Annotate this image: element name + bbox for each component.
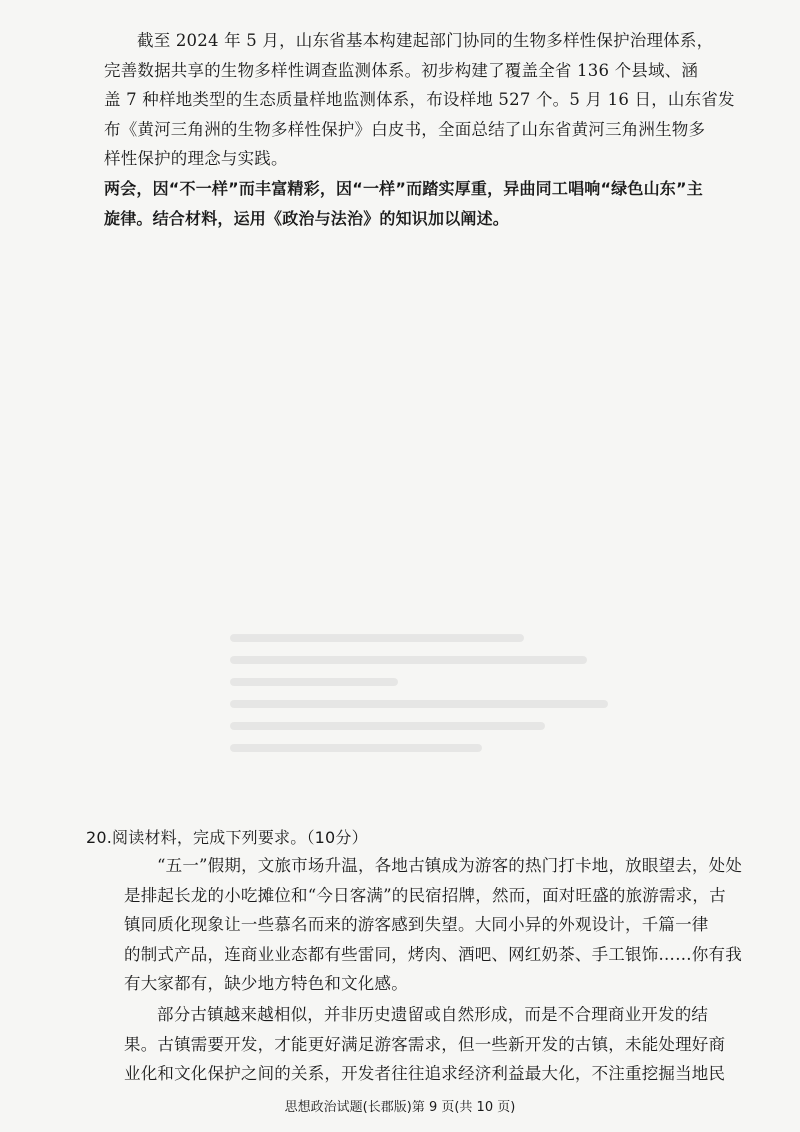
question-20-material-paragraph-1: [124, 851, 743, 999]
answer-area: [230, 620, 650, 810]
text-line: 截至 2024 年 5 月，山东省基本构建起部门协同的生物多样性保护治理体系，: [137, 31, 714, 50]
text-line: 样性保护的理念与实践。: [104, 149, 288, 168]
text-line: 两会，因“不一样”而丰富精彩，因“一样”而踏实厚重，异曲同工唱响“绿色山东”主: [104, 179, 703, 198]
text-line: 有大家都有，缺少地方特色和文化感。: [124, 974, 408, 993]
question-20-material-paragraph-2: [124, 1000, 726, 1089]
text-line: 布《黄河三角洲的生物多样性保护》白皮书，全面总结了山东省黄河三角洲生物多: [104, 119, 706, 139]
question-prompt: [104, 174, 703, 233]
text-line: 的制式产品，连商业业态都有些雷同，烤肉、酒吧、网红奶茶、手工银饰……你有我: [124, 944, 742, 964]
page-footer: 思想政治试题(长郡版)第 9 页(共 10 页): [284, 1100, 516, 1115]
text-line: 部分古镇越来越相似，并非历史遗留或自然形成，而是不合理商业开发的结: [157, 1005, 709, 1024]
text-line: 盖 7 种样地类型的生态质量样地监测体系，布设样地 527 个。5 月 16 日，山东省发: [104, 90, 735, 109]
text-line: 完善数据共享的生物多样性调查监测体系。初步构建了覆盖全省 136 个县域、涵: [104, 60, 699, 80]
text-line: 业化和文化保护之间的关系，开发者往往追求经济利益最大化，不注重挖掘当地民: [124, 1064, 726, 1083]
text-line: “五一”假期，文旅市场升温，各地古镇成为游客的热门打卡地，放眼望去，处处: [157, 856, 743, 875]
text-line: 镇同质化现象让一些慕名而来的游客感到失望。大同小异的外观设计，千篇一律: [124, 915, 709, 934]
material-passage: [104, 26, 735, 174]
text-line: 是排起长龙的小吃摊位和“今日客满”的民宿招牌，然而，面对旺盛的旅游需求，古: [124, 885, 726, 905]
text-line: 果。古镇需要开发，才能更好满足游客需求，但一些新开发的古镇，未能处理好商: [124, 1034, 726, 1054]
question-20-heading: 20.阅读材料，完成下列要求。（10分）: [86, 828, 368, 847]
text-line: 旋律。结合材料，运用《政治与法治》的知识加以阐述。: [104, 208, 510, 228]
